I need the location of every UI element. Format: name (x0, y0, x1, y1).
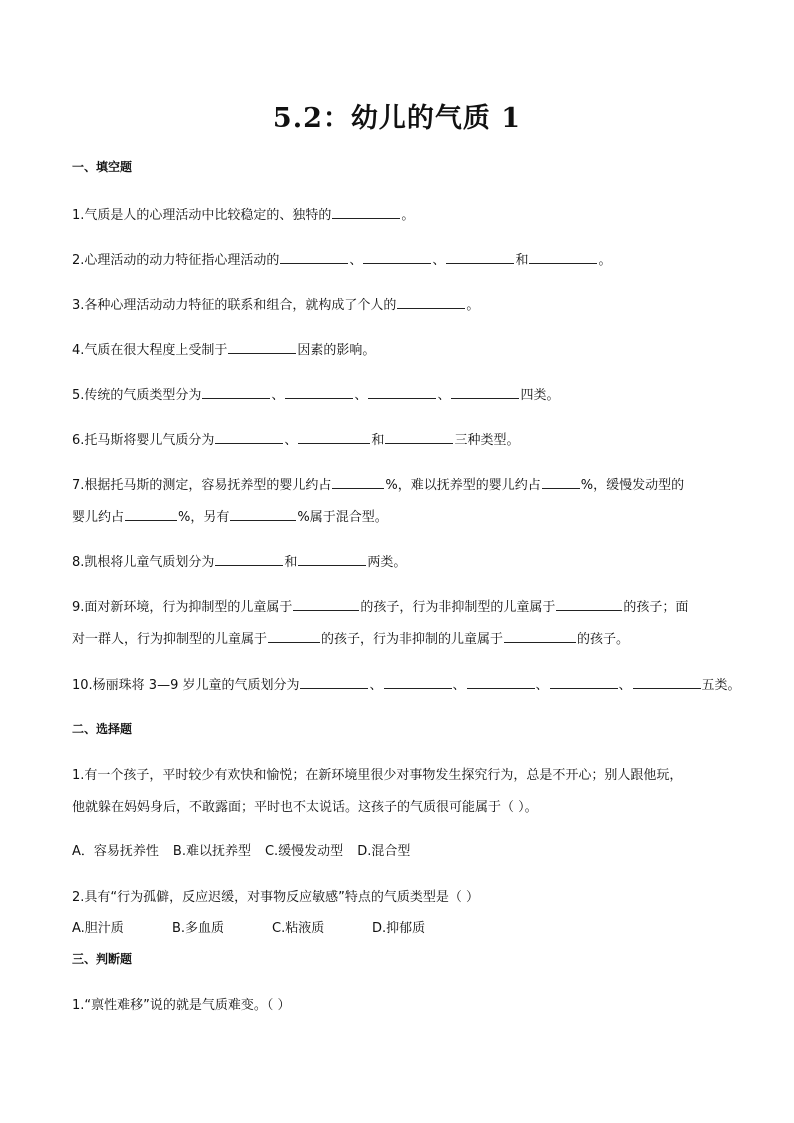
option-a[interactable]: A.胆汁质 (72, 921, 124, 936)
answer-blank[interactable] (125, 508, 177, 521)
fill-question-3 (72, 294, 732, 313)
q2-end: 。 (598, 253, 612, 268)
q7-sep1: %，难以抚养型的婴儿约占 (385, 478, 541, 493)
answer-blank[interactable] (293, 598, 359, 611)
fill-question-7-line-1 (72, 474, 732, 493)
fill-question-2 (72, 249, 732, 268)
fill-question-5 (72, 384, 732, 403)
answer-blank[interactable] (228, 341, 296, 354)
q10-sep4: 、 (618, 678, 632, 693)
answer-blank[interactable] (556, 598, 622, 611)
answer-blank[interactable] (529, 251, 597, 264)
answer-blank[interactable] (504, 630, 576, 643)
option-c[interactable]: C.粘液质 (272, 921, 325, 936)
answer-blank[interactable] (215, 553, 283, 566)
answer-blank[interactable] (397, 296, 465, 309)
q9-sep3: 的孩子，行为非抑制的儿童属于 (321, 632, 504, 647)
q8-sep1: 和 (284, 555, 298, 570)
q10-sep3: 、 (535, 678, 549, 693)
q3-text: 3.各种心理活动动力特征的联系和组合，就构成了个人的 (72, 298, 397, 313)
choice-question-1-line-2: 他就躲在妈妈身后，不敢露面；平时也不太说话。这孩子的气质很可能属于（ ）。 (72, 800, 538, 815)
q2-sep2: 、 (432, 253, 446, 268)
q4-end: 因素的影响。 (297, 343, 376, 358)
answer-blank[interactable] (467, 676, 535, 689)
fill-question-9-line-1 (72, 596, 732, 615)
q6-sep1: 、 (284, 433, 298, 448)
answer-blank[interactable] (300, 676, 368, 689)
q6-sep2: 和 (371, 433, 385, 448)
q8-end: 两类。 (367, 555, 407, 570)
q1-text: 1.气质是人的心理活动中比较稳定的、独特的 (72, 208, 332, 223)
answer-blank[interactable] (298, 553, 366, 566)
answer-blank[interactable] (550, 676, 618, 689)
answer-blank[interactable] (215, 431, 283, 444)
q10-sep1: 、 (369, 678, 383, 693)
choice-question-1-line-1: 1.有一个孩子，平时较少有欢快和愉悦；在新环境里很少对事物发生探究行为，总是不开心；别人跟他玩， (72, 768, 683, 783)
q9-cont: 对一群人，行为抑制型的儿童属于 (72, 632, 268, 647)
option-d[interactable]: D.混合型 (357, 844, 411, 859)
answer-blank[interactable] (202, 386, 270, 399)
option-b[interactable]: B.多血质 (172, 921, 225, 936)
answer-blank[interactable] (368, 386, 436, 399)
q9-text: 9.面对新环境，行为抑制型的儿童属于 (72, 600, 293, 615)
q1-end: 。 (401, 208, 415, 223)
q7-text: 7.根据托马斯的测定，容易抚养型的婴儿约占 (72, 478, 332, 493)
q7-cont: 婴儿约占 (72, 510, 125, 525)
q7-sep2: %，缓慢发动型的 (580, 478, 685, 493)
answer-blank[interactable] (332, 206, 400, 219)
judge-question-1: 1.“禀性难移”说的就是气质难变。（ ） (72, 998, 291, 1013)
q9-sep1: 的孩子，行为非抑制型的儿童属于 (360, 600, 556, 615)
choice-question-2-stem: 2.具有“行为孤僻，反应迟缓，对事物反应敏感”特点的气质类型是（ ） (72, 890, 480, 905)
q10-sep2: 、 (452, 678, 466, 693)
answer-blank[interactable] (384, 676, 452, 689)
q5-sep1: 、 (271, 388, 285, 403)
fill-question-9-line-2 (72, 628, 732, 647)
section-heading-choice: 二、选择题 (72, 722, 133, 736)
fill-question-8 (72, 551, 732, 570)
fill-question-4 (72, 339, 732, 358)
answer-blank[interactable] (446, 251, 514, 264)
answer-blank[interactable] (451, 386, 519, 399)
q5-sep2: 、 (354, 388, 368, 403)
q9-sep2: 的孩子；面 (623, 600, 689, 615)
option-b[interactable]: B.难以抚养型 (172, 844, 251, 859)
q3-end: 。 (466, 298, 480, 313)
fill-question-7-line-2 (72, 506, 732, 525)
option-c[interactable]: C.缓慢发动型 (264, 844, 344, 859)
fill-question-6 (72, 429, 732, 448)
answer-blank[interactable] (332, 476, 384, 489)
answer-blank[interactable] (230, 508, 296, 521)
answer-blank[interactable] (285, 386, 353, 399)
q10-text: 10.杨丽珠将 3—9 岁儿童的气质划分为 (72, 678, 300, 693)
choice-question-1-options (72, 840, 732, 859)
option-d[interactable]: D.抑郁质 (372, 921, 426, 936)
answer-blank[interactable] (268, 630, 320, 643)
q4-text: 4.气质在很大程度上受制于 (72, 343, 228, 358)
answer-blank[interactable] (363, 251, 431, 264)
q6-text: 6.托马斯将婴儿气质分为 (72, 433, 215, 448)
q10-end: 五类。 (701, 678, 741, 693)
q8-text: 8.凯根将儿童气质划分为 (72, 555, 215, 570)
page-title: 5.2：幼儿的气质 1 (272, 103, 522, 134)
choice-question-2-options (72, 917, 732, 936)
answer-blank[interactable] (280, 251, 348, 264)
q6-end: 三种类型。 (454, 433, 520, 448)
fill-question-10 (72, 674, 741, 693)
q5-end: 四类。 (520, 388, 560, 403)
answer-blank[interactable] (633, 676, 701, 689)
option-a[interactable]: A．容易抚养性 (72, 844, 159, 859)
q5-sep3: 、 (437, 388, 451, 403)
q7-sep3: %，另有 (178, 510, 230, 525)
q9-end: 的孩子。 (577, 632, 630, 647)
answer-blank[interactable] (298, 431, 370, 444)
q5-text: 5.传统的气质类型分为 (72, 388, 202, 403)
q2-sep1: 、 (349, 253, 363, 268)
fill-question-1 (72, 204, 732, 223)
q2-text: 2.心理活动的动力特征指心理活动的 (72, 253, 280, 268)
section-heading-judge: 三、判断题 (72, 952, 133, 966)
answer-blank[interactable] (385, 431, 453, 444)
q7-end: %属于混合型。 (297, 510, 388, 525)
section-heading-fill: 一、填空题 (72, 160, 133, 174)
q2-sep3: 和 (515, 253, 529, 268)
answer-blank[interactable] (542, 476, 580, 489)
